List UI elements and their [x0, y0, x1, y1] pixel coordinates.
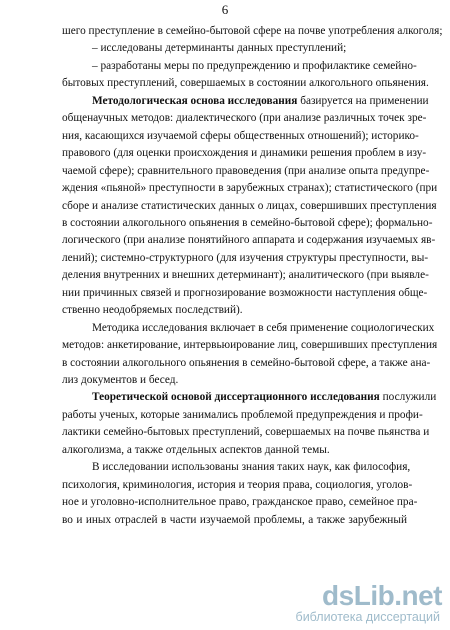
text-line	[62, 443, 407, 457]
line-text: методов: анкетирование, интервьюирование лиц, совершивших преступления	[62, 339, 438, 352]
line-text: лений); системно-структурного (для изучения структуры преступности, вы-	[62, 251, 429, 264]
line-text: ждения «пьяной» преступности в зарубежных странах); статистического (при	[62, 182, 438, 195]
text-line	[62, 251, 429, 265]
text-line	[92, 460, 411, 474]
text-line	[92, 41, 407, 55]
line-text: общенаучных методов: диалектического (при анализе различных точек зре-	[62, 112, 427, 125]
line-text: – исследованы детерминанты данных преступлений;	[92, 42, 347, 55]
text-line	[92, 94, 429, 108]
line-text: алкоголизма, а также отдельных аспектов данной темы.	[62, 443, 330, 456]
text-line	[62, 303, 407, 317]
text-line	[62, 478, 413, 492]
text-line	[62, 199, 437, 213]
text-line	[92, 390, 437, 404]
text-line	[62, 216, 433, 230]
line-text: В исследовании использованы знания таких наук, как философия,	[92, 461, 411, 474]
text-line	[62, 233, 436, 247]
text-line	[62, 408, 423, 422]
line-text: правового (для оценки происхождения и динамики решения проблем в изу-	[62, 147, 427, 160]
line-text: во и иных отраслей в части изучаемой проблемы, а также зарубежный	[62, 513, 407, 526]
bold-heading: Методологическая основа исследования	[92, 94, 298, 107]
text-line	[62, 356, 431, 370]
line-text: в состоянии алкогольного опьянения в семейно-бытовой сфере); формально-	[62, 216, 433, 229]
text-line	[62, 268, 429, 282]
bold-heading: Теоретической основой диссертационного исследования	[92, 391, 380, 404]
text-line	[62, 76, 429, 90]
watermark-logo: dsLib.net	[322, 580, 442, 611]
line-text: ния, касающихся изучаемой сферы общественных отношений); историко-	[62, 129, 419, 142]
line-text: шего преступление в семейно-бытовой сфере на почве употребления алкоголя;	[62, 25, 443, 37]
line-text: Методика исследования включает в себя применение социологических	[92, 321, 435, 334]
text-line	[62, 146, 427, 160]
page-number: 6	[221, 2, 229, 17]
line-text: ное и уголовно-исполнительное право, гражданское право, семейное пра-	[62, 496, 418, 509]
text-line	[62, 164, 430, 178]
text-line	[62, 373, 407, 387]
line-text: в состоянии алкогольного опьянения в семейно-бытовой сфере, а также ана-	[62, 356, 431, 369]
line-text: чаемой сфере); сравнительного правоведения (при анализе опыта предупре-	[62, 164, 430, 177]
line-text: сборе и анализе статистических данных о лицах, совершивших преступления	[62, 199, 437, 212]
text-line	[62, 495, 418, 509]
text-line	[62, 425, 430, 439]
text-line	[62, 129, 419, 143]
watermark-subtitle: библиотека диссертаций	[295, 610, 440, 624]
line-text: бытовых преступлений, совершаемых в состоянии алкогольного опьянения.	[62, 77, 429, 90]
line-text: логического (при анализе понятийного аппарата и содержания изучаемых яв-	[62, 234, 436, 247]
line-text: лиз документов и бесед.	[62, 374, 179, 386]
line-text: лактики семейно-бытовых преступлений, совершаемых на почве пьянства и	[62, 426, 430, 439]
text-line	[92, 321, 435, 335]
line-text: деления внутренних и внешних детерминант); аналитического (при выявле-	[62, 269, 429, 282]
text-line	[62, 181, 438, 195]
line-text: ственно неодобряемых последствий).	[62, 304, 243, 317]
text-line	[92, 59, 417, 73]
line-text: работы ученых, которые занимались проблемой предупреждения и профи-	[62, 408, 423, 421]
text-line	[62, 286, 428, 300]
line-text: послужили	[379, 391, 437, 404]
line-text: – разработаны меры по предупреждению и профилактике семейно-	[92, 59, 417, 72]
line-text: нии причинных связей и прогнозирование возможности наступления обще-	[62, 286, 428, 299]
line-text: базируется на применении	[297, 94, 429, 107]
watermark	[282, 580, 442, 626]
text-line	[62, 338, 438, 352]
line-text: психология, криминология, история и теория права, социология, уголов-	[62, 478, 413, 491]
text-line	[62, 24, 443, 38]
text-line	[62, 513, 407, 527]
text-line	[62, 111, 427, 125]
